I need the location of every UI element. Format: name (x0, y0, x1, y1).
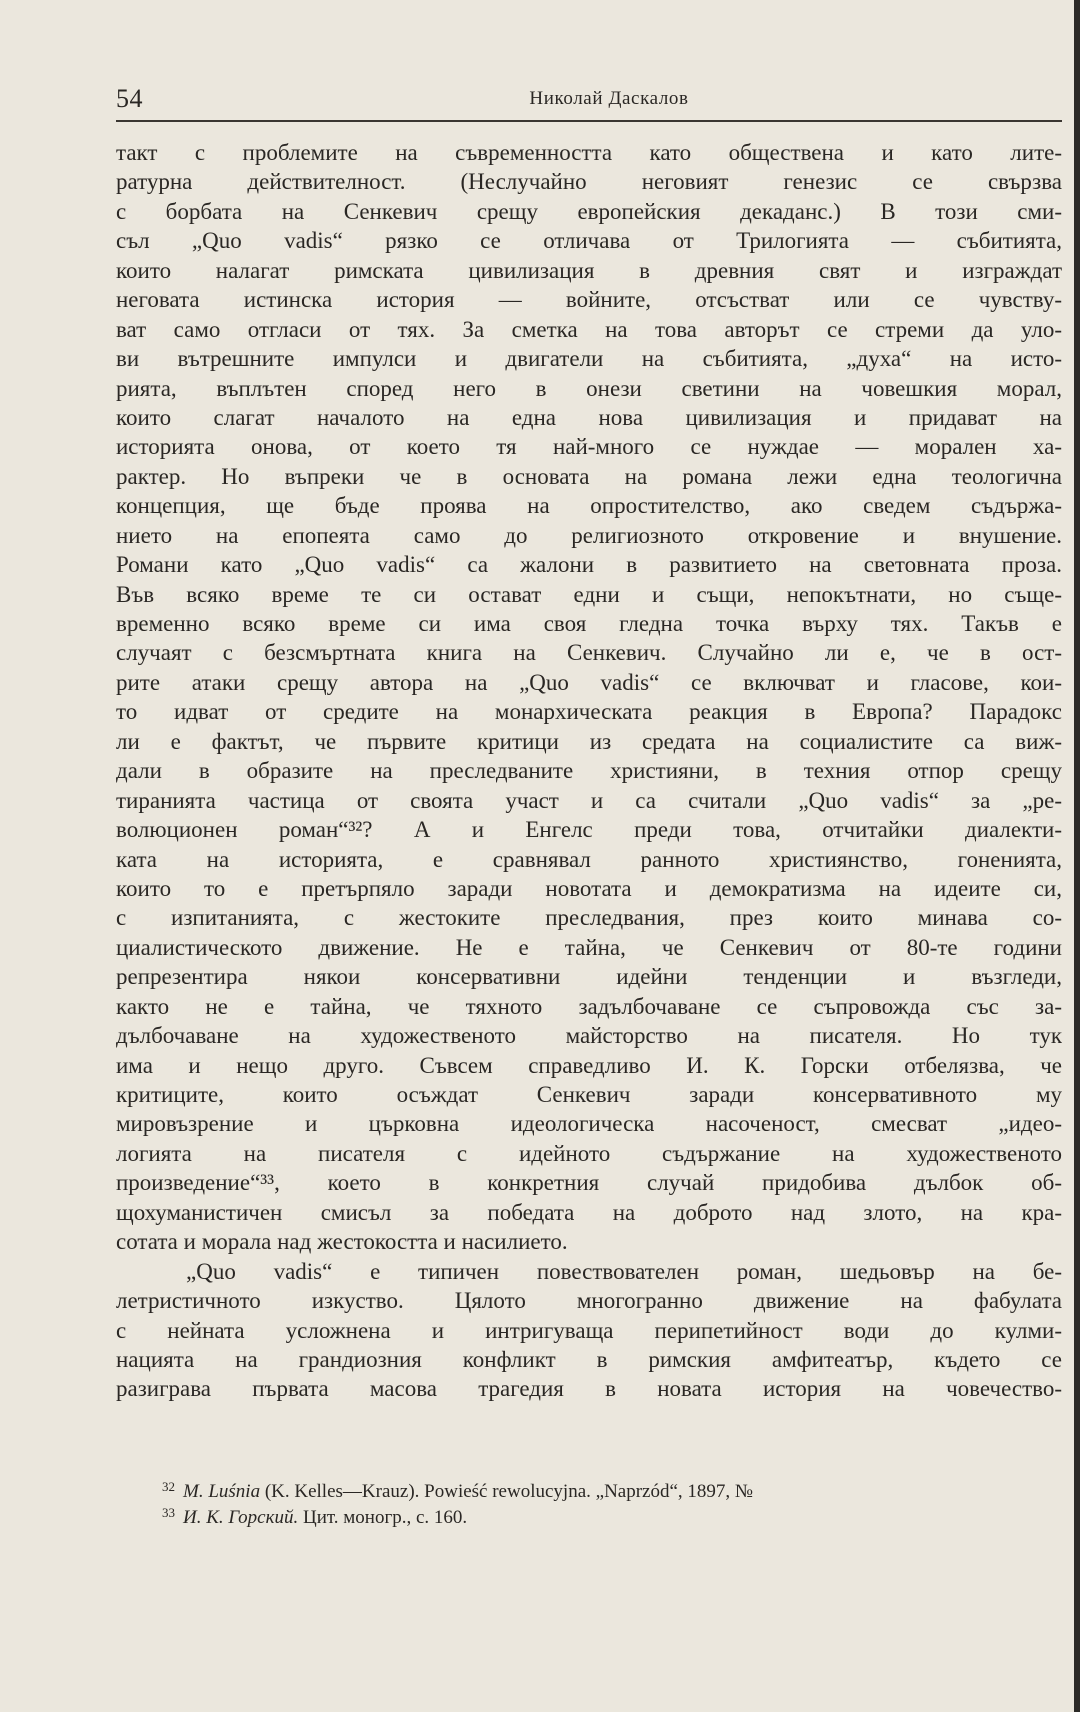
text-line: които то е претърпяло заради новотата и демократизма на идеите си, (116, 875, 1062, 901)
text-line: дали в образите на преследваните християни, в техния отпор срещу (116, 758, 1062, 784)
text-line: концепция, ще бъде проява на опростителство, ако сведем съдържа- (116, 493, 1062, 519)
text-line: волюционен роман“³²? А и Енгелс преди това, отчитайки диалекти- (116, 817, 1062, 843)
text-line: рите атаки срещу автора на „Quo vadis“ се включват и гласове, кои- (116, 669, 1062, 695)
text-line: с изпитанията, с жестоките преследвания, през които минава со- (116, 905, 1062, 931)
text-line: критиците, които осъждат Сенкевич заради консервативното му (116, 1082, 1062, 1107)
text-line: ката на историята, е сравнявал ранното християнство, гоненията, (116, 846, 1062, 872)
text-line: тиранията частица от своята участ и са считали „Quo vadis“ за „ре- (116, 787, 1062, 813)
text-line: които слагат началото на една нова цивилизация и придават на (116, 404, 1062, 430)
text-line: ват само отгласи от тях. За сметка на това авторът се стреми да уло- (116, 316, 1062, 342)
footnote (116, 1500, 1062, 1526)
footnote-text: (K. Kelles—Krauz). Powieść rewolucyjna. „Naprzód“, 1897, № (264, 1481, 754, 1502)
footnote (116, 1474, 1062, 1500)
text-line: Романи като „Quo vadis“ са жалони в развитието на световната проза. (116, 552, 1062, 578)
text-line: временно всяко време си има своя гледна точка върху тях. Такъв е (116, 611, 1062, 636)
text-line: циалистическото движение. Не е тайна, че Сенкевич от 80-те години (116, 934, 1062, 960)
body-text (116, 138, 1062, 1404)
text-line: с борбата на Сенкевич срещу европейския декаданс.) В този сми- (116, 198, 1062, 224)
page-number: 54 (116, 84, 143, 113)
text-line: ли е фактът, че първите критици из средата на социалистите са виж- (116, 728, 1062, 754)
text-line: които налагат римската цивилизация в древния свят и изграждат (116, 257, 1062, 283)
text-line: рактер. Но въпреки че в основата на романа лежи една теологична (116, 463, 1062, 489)
page-edge-shadow (1074, 0, 1080, 1712)
text-line: репрезентира някои консервативни идейни тенденции и възгледи, (116, 964, 1062, 990)
text-line: летристичното изкуство. Цялото многогранно движение на фабулата (116, 1288, 1062, 1314)
text-line: нието на епопеята само до религиозното откровение и внушение. (116, 522, 1062, 548)
text-line: ратурна действителност. (Неслучайно неговият генезис се свързва (116, 169, 1062, 195)
text-line: дълбочаване на художественото майсторство на писателя. Но тук (116, 1023, 1062, 1049)
text-line: щохуманистичен смисъл за победата на доброто над злото, на кра- (116, 1199, 1062, 1225)
text-line: както не е тайна, че тяхното задълбочаване се съпровожда със за- (116, 993, 1062, 1019)
running-head: Николай Даскалов (529, 88, 689, 109)
footnote-author: И. К. Горский. (183, 1507, 299, 1528)
page-header (116, 82, 1062, 114)
text-line: „Quo vadis“ е типичен повествователен роман, шедьовър на бе- (186, 1258, 1062, 1284)
footnotes (116, 1474, 1062, 1526)
text-line: разиграва първата масова трагедия в новата история на човечество- (116, 1376, 1062, 1402)
text-line: случаят с безсмъртната книга на Сенкевич. Случайно ли е, че в ост- (116, 640, 1062, 666)
text-line: неговата истинска история — войните, отсъстват или се чувству- (116, 287, 1062, 313)
text-line: логията на писателя с идейното съдържание на художественото (116, 1140, 1062, 1166)
text-line: мировъзрение и църковна идеологическа насоченост, смесват „идео- (116, 1111, 1062, 1137)
header-rule (116, 120, 1062, 122)
text-line: има и нещо друго. Съвсем справедливо И. К. Горски отбелязва, че (116, 1052, 1062, 1078)
text-line: ви вътрешните импулси и двигатели на събитията, „духа“ на исто- (116, 346, 1062, 372)
footnote-mark: 32 (162, 1479, 175, 1494)
text-line: рията, въплътен според него в онези светини на човешкия морал, (116, 375, 1062, 401)
text-line: такт с проблемите на съвременността като обществена и като лите- (116, 140, 1062, 165)
text-line: нацията на грандиозния конфликт в римския амфитеатър, където се (116, 1346, 1062, 1372)
footnote-author: M. Luśnia (183, 1481, 261, 1502)
text-line: историята онова, от което тя най-много се нуждае — морален ха- (116, 434, 1062, 460)
text-line: то идват от средите на монархическата реакция в Европа? Парадокс (116, 699, 1062, 725)
text-line: Във всяко време те си остават едни и същи, непокътнати, но съще- (116, 581, 1062, 607)
footnote-mark: 33 (162, 1505, 175, 1520)
footnote-text: Цит. моногр., с. 160. (302, 1507, 468, 1528)
text-line: произведение“³³, което в конкретния случай придобива дълбок об- (116, 1170, 1062, 1196)
text-line: съл „Quo vadis“ рязко се отличава от Трилогията — събитията, (116, 228, 1062, 254)
text-line: сотата и морала над жестокостта и насилието. (116, 1229, 568, 1255)
text-line: с нейната усложнена и интригуваща перипетийност води до кулми- (116, 1317, 1062, 1343)
